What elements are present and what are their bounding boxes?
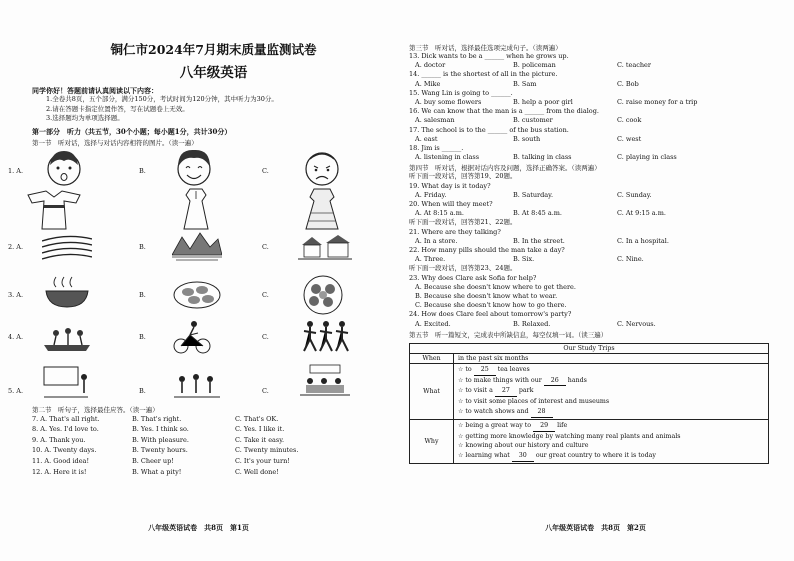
star-icon: ☆ (458, 365, 464, 373)
choice-c: C. raise money for a trip (617, 98, 698, 107)
choice-b: B. Sam (513, 79, 537, 88)
choice-c: C. Bob (617, 79, 639, 88)
response-row (32, 456, 387, 467)
choice-a: A. Friday. (415, 190, 447, 199)
picture-row-1 (8, 147, 387, 187)
list-item (458, 376, 764, 387)
star-icon: ☆ (458, 432, 464, 440)
item-text: our great country to where it is today (533, 452, 656, 460)
picture-row-2 (32, 187, 387, 231)
page-2 (397, 0, 794, 561)
instruction-item: 1.全卷共8页，五个部分，满分150分，考试时间为120分钟，其中听力为30分。 (46, 95, 278, 104)
choices (409, 80, 780, 89)
choice-a: A. listening in class (415, 153, 480, 162)
option-c: C. Yes. I like it. (235, 425, 285, 434)
plate-of-food-icon (298, 275, 348, 315)
response-row (32, 445, 387, 456)
list-item (458, 365, 764, 376)
worried-face-icon (300, 147, 344, 187)
noodle-bowl-icon (42, 275, 92, 311)
part-1-heading: 第一部分 听力（共五节，30个小题；每小题1分，共计30分） (32, 126, 232, 136)
question: 24. How does Clare feel about tomorrow's party? (409, 310, 572, 319)
hanfu-dress-icon (24, 187, 84, 231)
option-label: B. (139, 290, 146, 299)
choice-b: B. talking in class (513, 153, 572, 162)
question: 18. Jim is ______. (409, 144, 464, 153)
option-b: B. Twenty hours. (132, 446, 188, 455)
choice-c: C. playing in class (617, 153, 677, 162)
item-text: being a great way to (465, 421, 534, 429)
choices (409, 61, 780, 70)
question: 15. Wang Lin is going to ______. (409, 88, 513, 97)
question: 19. What day is it today? (409, 181, 491, 190)
dragon-boat-icon (42, 319, 92, 355)
choices (409, 116, 780, 125)
choice-c: C. At 9:15 a.m. (617, 209, 666, 218)
response-row (32, 467, 387, 478)
old-town-icon (298, 231, 352, 263)
option-label: B. (139, 332, 146, 341)
option-label: C. (262, 386, 269, 395)
section-3-heading: 第三节 听对话，选择最佳选项完成句子。（读两遍） (409, 44, 562, 52)
item-text: park (516, 387, 534, 395)
picture-row-6 (8, 363, 387, 403)
choices (409, 135, 780, 144)
choice-b: B. At 8:45 a.m. (513, 209, 563, 218)
study-trips-table (409, 343, 769, 464)
page-footer: 八年级英语试卷 共8页 第1页 (148, 523, 249, 532)
option-b: B. Yes. I think so. (132, 425, 189, 434)
option-b: B. What a pity! (132, 467, 182, 476)
question: 16. We can know that the man is a ______ from the dialog. (409, 107, 599, 116)
answer-blank-30[interactable]: 30 (512, 451, 534, 462)
choices (409, 237, 780, 246)
choice-c: C. Sunday. (617, 190, 652, 199)
exam-subtitle: 八年级英语 (179, 65, 248, 81)
option-label: C. (262, 166, 269, 175)
question: 21. Where are they talking? (409, 227, 501, 236)
item-text: learning what (465, 452, 512, 460)
option-b: B. That's right. (132, 414, 182, 423)
why-items (454, 419, 769, 463)
option-a: 11. A. Good idea! (32, 457, 90, 465)
choices (409, 191, 780, 200)
classroom-icon (40, 363, 92, 401)
dumplings-icon (172, 275, 222, 311)
row-label-when: When (410, 353, 454, 363)
instructions-head: 同学你好！答题前请认真阅读以下内容： (32, 86, 158, 95)
choice-c: C. teacher (617, 61, 651, 70)
list-item (458, 441, 764, 451)
surprised-face-icon (42, 147, 86, 187)
group-meeting-icon (298, 363, 352, 401)
star-icon: ☆ (458, 408, 464, 416)
option-a: 8. A. Yes. I'd love to. (32, 425, 99, 434)
children-playing-icon (172, 363, 222, 401)
choice-b: B. Six. (513, 255, 535, 264)
choice-b: B. Because she doesn't know what to wear. (415, 292, 558, 301)
question: 13. Dick wants to be a ______ when he grows up. (409, 52, 569, 60)
choice-a: A. doctor (415, 61, 446, 70)
section-1-heading: 第一节 听对话，选择与对话内容相符的图片。（读一遍） (32, 138, 198, 147)
answer-blank-29[interactable]: 29 (533, 421, 555, 432)
listen-instruction: 听下面一段对话，回答第23、24题。 (409, 264, 517, 273)
section-2-heading: 第二节 听句子，选择最佳应答。（读一遍） (32, 405, 159, 414)
star-icon: ☆ (458, 398, 464, 406)
answer-blank-26[interactable]: 26 (544, 376, 566, 387)
instructions (32, 86, 387, 124)
choices (409, 98, 780, 107)
choice-b: B. Relaxed. (513, 319, 551, 328)
item-text: to watch shows and (465, 408, 531, 416)
question: 23. Why does Clare ask Sofia for help? (409, 273, 537, 282)
list-item (458, 451, 764, 462)
item-text: getting more knowledge by watching many real plants and animals (465, 432, 681, 440)
choice-a: A. Because she doesn't know where to get there. (415, 282, 576, 291)
question-group-3 (409, 52, 780, 162)
section-4-heading: 第四节 听对话，根据对话内容及问题，选择正确答案。（读两遍） (409, 164, 601, 173)
option-label: 5. A. (8, 386, 24, 395)
item-text: to (465, 365, 474, 373)
qipao-dress-icon (178, 187, 214, 231)
question-group-4 (409, 172, 780, 328)
choices (409, 153, 780, 162)
option-label: C. (262, 332, 269, 341)
option-label: B. (139, 166, 146, 175)
listen-instruction: 听下面一段对话，回答第21、22题。 (409, 218, 517, 227)
option-label: B. (139, 242, 146, 251)
star-icon: ☆ (458, 421, 464, 429)
page-footer: 八年级英语试卷 共8页 第2页 (545, 523, 646, 532)
option-a: 12. A. Here it is! (32, 467, 87, 476)
answer-blank-28[interactable]: 28 (531, 407, 553, 418)
option-c: C. Twenty minutes. (235, 446, 299, 455)
what-items (454, 363, 769, 419)
item-text: tea leaves (495, 365, 530, 373)
option-label: C. (262, 242, 269, 251)
choice-b: B. south (513, 134, 541, 143)
option-b: B. Cheer up! (132, 457, 174, 465)
star-icon: ☆ (458, 376, 464, 384)
table-title: Our Study Trips (410, 343, 769, 353)
choice-a: A. In a store. (415, 236, 458, 245)
choice-a: A. At 8:15 a.m. (415, 209, 464, 218)
picture-row-5 (8, 319, 387, 363)
choice-b: B. In the street. (513, 236, 565, 245)
list-item (458, 386, 764, 397)
item-text: life (555, 421, 568, 429)
choice-b: B. policeman (513, 61, 556, 70)
choice-a: A. Three. (415, 255, 446, 264)
option-label: 1. A. (8, 166, 24, 175)
mountain-lake-icon (172, 231, 222, 263)
instruction-item: 2.请在答题卡指定位置作答，写在试题卷上无效。 (46, 104, 189, 113)
option-a: 10. A. Twenty days. (32, 446, 97, 455)
item-text: to visit a (465, 387, 495, 395)
option-label: 4. A. (8, 332, 24, 341)
cyclist-icon (172, 319, 212, 355)
star-icon: ☆ (458, 387, 464, 395)
choice-c: C. cook (617, 116, 642, 125)
item-text: hands (565, 376, 587, 384)
option-label: B. (139, 386, 146, 395)
choice-c: C. Nervous. (617, 319, 656, 328)
choice-a: A. salesman (415, 116, 455, 125)
list-item (458, 397, 764, 407)
dress-icon (302, 187, 342, 231)
section-5-heading: 第五节 听一篇短文，完成表中所缺信息，每空仅填一词。（读三遍） (409, 330, 608, 339)
row-label-why: Why (410, 419, 454, 463)
answer-blank-27[interactable]: 27 (495, 386, 517, 397)
response-row (32, 424, 387, 435)
question: 22. How many pills should the man take a day? (409, 246, 565, 255)
choice-a: A. Excited. (415, 319, 451, 328)
picture-row-4 (8, 275, 387, 319)
choice-b: B. help a poor girl (513, 98, 573, 107)
response-options (32, 414, 387, 478)
option-b: B. With pleasure. (132, 435, 189, 444)
terraced-fields-icon (42, 231, 92, 263)
list-item (458, 421, 764, 432)
option-c: C. That's OK. (235, 414, 279, 423)
option-label: C. (262, 290, 269, 299)
option-a: 9. A. Thank you. (32, 435, 86, 444)
runners-icon (298, 319, 352, 355)
item-text: knowing about our history and culture (465, 442, 589, 450)
exam-title: 铜仁市2024年7月期末质量监测试卷 (110, 42, 317, 57)
choice-a: A. Mike (415, 79, 441, 88)
choices (409, 320, 780, 329)
picture-row-3 (8, 231, 387, 275)
item-text: to visit some places of interest and museums (465, 398, 610, 406)
instruction-item: 3.选择题均为单项选择题。 (46, 114, 124, 123)
question: 17. The school is to the ______ of the bus station. (409, 125, 569, 134)
option-label: 2. A. (8, 242, 24, 251)
option-a: 7. A. That's all right. (32, 414, 100, 423)
option-c: C. Take it easy. (235, 435, 285, 444)
option-c: C. Well done! (235, 467, 279, 476)
row-label-what: What (410, 363, 454, 419)
response-row (32, 435, 387, 446)
answer-blank-25[interactable]: 25 (474, 365, 496, 376)
option-c: C. It's your turn! (235, 457, 290, 465)
choice-a: A. east (415, 134, 438, 143)
choice-a: A. buy some flowers (415, 98, 482, 107)
choice-b: B. customer (513, 116, 553, 125)
response-row (32, 414, 387, 425)
item-text: to make things with our (465, 376, 544, 384)
choice-c: C. west (617, 134, 642, 143)
choice-c: C. Nine. (617, 255, 644, 264)
listen-instruction: 听下面一段对话，回答第19、20题。 (409, 172, 517, 181)
happy-face-icon (172, 147, 216, 187)
choice-c: C. Because she doesn't know how to go there. (415, 301, 567, 310)
when-value: in the past six months (454, 353, 769, 363)
choice-c: C. In a hospital. (617, 236, 669, 245)
question: 20. When will they meet? (409, 200, 493, 209)
list-item (458, 432, 764, 442)
option-label: 3. A. (8, 290, 24, 299)
star-icon: ☆ (458, 452, 464, 460)
question: 14. ______ is the shortest of all in the picture. (409, 70, 558, 79)
choice-b: B. Saturday. (513, 190, 554, 199)
star-icon: ☆ (458, 442, 464, 450)
list-item (458, 407, 764, 418)
